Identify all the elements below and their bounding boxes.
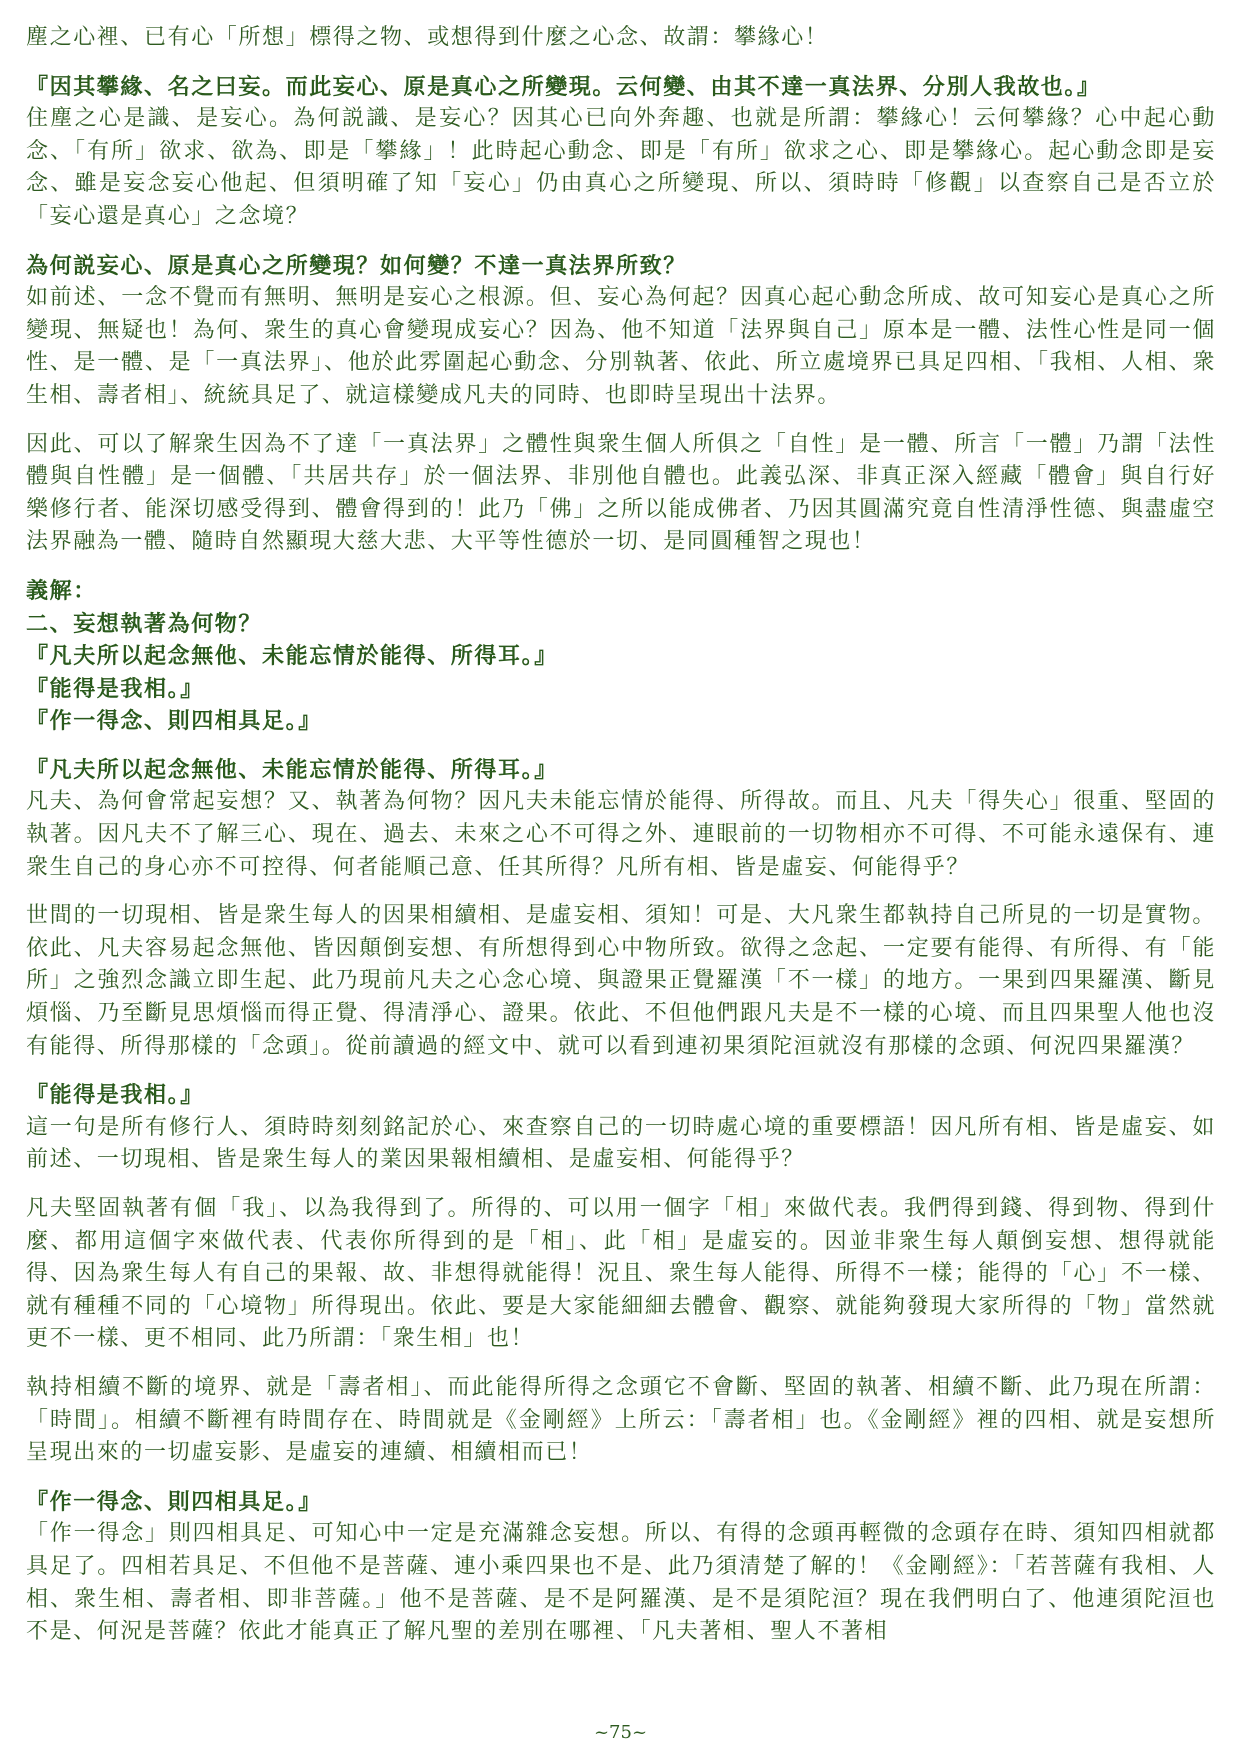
- body-paragraph: 執持相續不斷的境界、就是「壽者相」、而此能得所得之念頭它不會斷、堅固的執著、相續不斷、此乃現在所謂：「時間」。相續不斷裡有時間存在、時間就是《金剛經》上所云：「壽者相」也。《金剛經》裡的四相、就是妄想所呈現出來的一切虛妄影、是虛妄的連續、相續相而已！: [26, 1374, 1216, 1466]
- paragraph-gap: [26, 1177, 1216, 1193]
- paragraph-gap: [26, 1063, 1216, 1079]
- body-paragraph: 因此、可以了解衆生因為不了達「一真法界」之體性與衆生個人所俱之「自性」是一體、所言「一體」乃謂「法性體與自性體」是一個體、「共居共存」於一個法界、非別他自體也。此義弘深、非真正深入經藏「體會」與自行好樂修行者、能深切感受得到、體會得到的！此乃「佛」之所以能成佛者、乃因其圓滿究竟自性清淨性德、與盡虛空法界融為一體、隨時自然顯現大慈大悲、大平等性德於一切、是同圓種智之現也！: [26, 431, 1216, 555]
- body-paragraph: 塵之心裡、已有心「所想」標得之物、或想得到什麼之心念、故謂：攀緣心！: [26, 25, 829, 50]
- section-heading: 『作一得念、則四相具足。』: [26, 708, 322, 735]
- body-paragraph: 凡夫、為何會常起妄想？又、執著為何物？因凡夫未能忘情於能得、所得故。而且、凡夫「得失心」很重、堅固的執著。因凡夫不了解三心、現在、過去、未來之心不可得之外、連眼前的一切物相亦不可得、不可能永遠保有、連衆生自己的身心亦不可控得、何者能順己意、任其所得？凡所有相、皆是虛妄、何能得乎？: [26, 789, 1216, 880]
- section-heading: 為何説妄心、原是真心之所變現？如何變？不達一真法界所致？: [26, 252, 687, 279]
- paragraph-gap: [26, 413, 1216, 429]
- section-heading: 『能得是我相。』: [26, 675, 204, 702]
- paragraph-gap: [26, 1470, 1216, 1486]
- section-heading: 義解：: [26, 577, 97, 604]
- page-number: ~75~: [593, 1722, 648, 1743]
- body-paragraph: 「作一得念」則四相具足、可知心中一定是充滿雜念妄想。所以、有得的念頭再輕微的念頭存在時、須知四相就都具足了。四相若具足、不但他不是菩薩、連小乘四果也不是、此乃須清楚了解的！《金剛經》：「若菩薩有我相、人相、衆生相、壽者相、即非菩薩。」他不是菩薩、是不是阿羅漢、是不是須陀洹？現在我們明白了、他連須陀洹也不是、何況是菩薩？依此才能真正了解凡聖的差別在哪裡、「凡夫著相、聖人不著相: [26, 1521, 1216, 1645]
- section-heading: 『能得是我相。』: [26, 1082, 204, 1109]
- section-heading: 『凡夫所以起念無他、未能忘情於能得、所得耳。』: [26, 756, 558, 783]
- body-paragraph: 凡夫堅固執著有個「我」、以為我得到了。所得的、可以用一個字「相」來做代表。我們得到錢、得到物、得到什麼、都用這個字來做代表、代表你所得到的是「相」、此「相」是虛妄的。因並非衆生每人顛倒妄想、想得就能得、因為衆生每人有自己的果報、故、非想得就能得！況且、衆生每人能得、所得不一樣；能得的「心」不一樣、就有種種不同的「心境物」所得現出。依此、要是大家能細細去體會、觀察、就能夠發現大家所得的「物」當然就更不一樣、更不相同、此乃所謂：「衆生相」也！: [26, 1196, 1216, 1352]
- body-paragraph: 如前述、一念不覺而有無明、無明是妄心之根源。但、妄心為何起？因真心起心動念所成、故可知妄心是真心之所變現、無疑也！為何、衆生的真心會變現成妄心？因為、他不知道「法界與自己」原本是一體、法性心性是同一個性、是一體、是「一真法界」、他於此雰圍起心動念、分別執著、依此、所立處境界已具足四相、「我相、人相、衆生相、壽者相」、統統具足了、就這樣變成凡夫的同時、也即時呈現出十法界。: [26, 285, 1216, 408]
- paragraph-gap: [26, 1356, 1216, 1372]
- document-body: [26, 22, 1216, 1649]
- paragraph-gap: [26, 738, 1216, 754]
- paragraph-gap: [26, 55, 1216, 71]
- paragraph-gap: [26, 884, 1216, 900]
- section-heading: 『因其攀緣、名之曰妄。而此妄心、原是真心之所變現。云何變、由其不達一真法界、分別人我故也。』: [26, 73, 1101, 100]
- body-paragraph: 這一句是所有修行人、須時時刻刻銘記於心、來查察自己的一切時處心境的重要標語！因凡所有相、皆是虛妄、如前述、一切現相、皆是衆生每人的業因果報相續相、是虛妄相、何能得乎？: [26, 1114, 1216, 1173]
- section-heading: 二、妄想執著為何物？: [26, 610, 263, 637]
- section-heading: 『作一得念、則四相具足。』: [26, 1488, 322, 1515]
- paragraph-gap: [26, 559, 1216, 575]
- body-paragraph: 世間的一切現相、皆是衆生每人的因果相續相、是虛妄相、須知！可是、大凡衆生都執持自己所見的一切是實物。依此、凡夫容易起念無他、皆因顛倒妄想、有所想得到心中物所致。欲得之念起、一定要有能得、有所得、有「能所」之強烈念識立即生起、此乃現前凡夫之心念心境、與證果正覺羅漢「不一樣」的地方。一果到四果羅漢、斷見煩惱、乃至斷見思煩惱而得正覺、得清淨心、證果。依此、不但他們跟凡夫是不一樣的心境、而且四果聖人他也沒有能得、所得那樣的「念頭」。從前讀過的經文中、就可以看到連初果須陀洹就沒有那樣的念頭、何況四果羅漢？: [26, 903, 1216, 1059]
- body-paragraph: 住塵之心是識、是妄心。為何説識、是妄心？因其心已向外奔趣、也就是所謂：攀緣心！云何攀緣？心中起心動念、「有所」欲求、欲為、即是「攀緣」！此時起心動念、即是「有所」欲求之心、即是攀緣心。起心動念即是妄念、雖是妄念妄心他起、但須明確了知「妄心」仍由真心之所變現、所以、須時時「修觀」以查察自己是否立於「妄心還是真心」之念境？: [26, 106, 1216, 229]
- section-heading: 『凡夫所以起念無他、未能忘情於能得、所得耳。』: [26, 643, 558, 670]
- paragraph-gap: [26, 234, 1216, 250]
